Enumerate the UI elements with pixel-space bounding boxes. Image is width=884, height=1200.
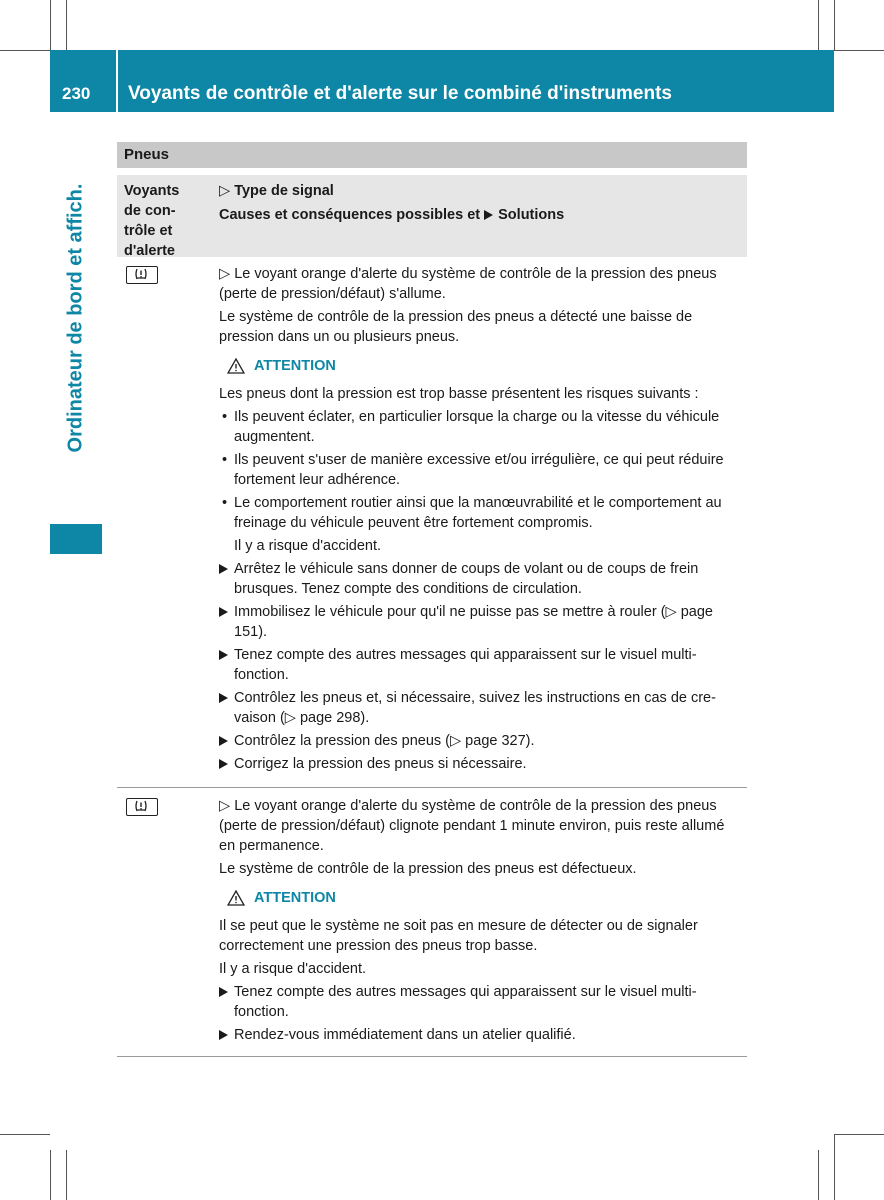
causes-label: Causes et conséquences possibles et (219, 207, 481, 223)
page-title: Voyants de contrôle et d'alerte sur le combiné d'instruments (128, 83, 672, 104)
action-arrow-icon (219, 607, 228, 617)
action-item: Rendez-vous immédiatement dans un atelier qualifié. (219, 1025, 743, 1045)
signal-description: ▷ Le voyant orange d'alerte du système de contrôle de la pression des pneus (perte de pression/défaut) s'allume. (219, 266, 717, 302)
tpms-warning-icon (126, 266, 158, 284)
action-arrow-icon (219, 759, 228, 769)
signal-type-label: Type de signal (234, 183, 334, 199)
hollow-arrow-icon: ▷ (219, 183, 235, 199)
crop-mark (0, 1134, 50, 1135)
crop-mark (834, 0, 835, 50)
header-divider (116, 50, 118, 112)
chapter-tab (50, 118, 102, 518)
action-item: Contrôlez la pression des pneus (▷ page 327). (219, 731, 743, 751)
chapter-label: Ordinateur de bord et affich. (64, 183, 87, 453)
solid-arrow-icon (484, 210, 493, 220)
crop-mark (818, 1150, 819, 1200)
action-item: Tenez compte des autres messages qui apparaissent sur le visuel multi-fonction. (219, 645, 743, 685)
warning-heading: ATTENTION (227, 888, 743, 908)
hollow-arrow-icon: ▷ (219, 798, 235, 814)
hollow-arrow-icon: ▷ (219, 266, 235, 282)
tpms-warning-icon (126, 798, 158, 816)
action-arrow-icon (219, 650, 228, 660)
crop-mark (818, 0, 819, 50)
signal-description: ▷ Le voyant orange d'alerte du système de contrôle de la pression des pneus (perte de pression/défaut) clignote pendant 1 minute environ, puis reste allumé en permanence. (219, 798, 725, 854)
action-item: Contrôlez les pneus et, si nécessaire, suivez les instructions en cas de cre-vaison (▷ page 298). (219, 688, 743, 728)
crop-mark (66, 1150, 67, 1200)
warning-heading: ATTENTION (227, 356, 743, 376)
action-arrow-icon (219, 987, 228, 997)
crop-mark (834, 50, 884, 51)
crop-mark (834, 1134, 835, 1200)
crop-mark (50, 1150, 51, 1200)
warning-text: Les pneus dont la pression est trop basse présentent les risques suivants : (219, 386, 699, 402)
list-item: • Ils peuvent éclater, en particulier lorsque la charge ou la vitesse du véhicule augmentent. (222, 409, 720, 445)
crop-mark (0, 50, 50, 51)
list-item: • Ils peuvent s'user de manière excessive et/ou irrégulière, ce qui peut réduire fortement leur adhérence. (222, 452, 724, 488)
list-item: • Le comportement routier ainsi que la manœuvrabilité et le comportement au freinage du véhicule peuvent être fortement compromis. (222, 495, 722, 531)
section-title: Pneus (117, 142, 747, 168)
table-header (117, 175, 747, 257)
page-number: 230 (62, 84, 91, 103)
action-arrow-icon (219, 736, 228, 746)
table-row (117, 788, 747, 1057)
warning-text: Il se peut que le système ne soit pas en mesure de détecter ou de signaler correctement une pression des pneus trop basse. (219, 918, 698, 954)
crop-mark (66, 0, 67, 50)
risk-text: Il y a risque d'accident. (219, 961, 367, 977)
action-item: Corrigez la pression des pneus si nécessaire. (219, 754, 743, 774)
warning-triangle-icon (227, 890, 245, 906)
crop-mark (834, 1134, 884, 1135)
warning-triangle-icon (227, 358, 245, 374)
action-item: Immobilisez le véhicule pour qu'il ne puisse pas se mettre à rouler (▷ page 151). (219, 602, 743, 642)
solutions-label: Solutions (498, 207, 565, 223)
action-arrow-icon (219, 1030, 228, 1040)
cause-text: Le système de contrôle de la pression des pneus a détecté une baisse de pression dans un ou plusieurs pneus. (219, 309, 693, 345)
action-arrow-icon (219, 693, 228, 703)
cause-text: Le système de contrôle de la pression des pneus est défectueux. (219, 861, 637, 877)
risk-text: Il y a risque d'accident. (234, 538, 382, 554)
warning-lamps-table (117, 142, 747, 1057)
action-arrow-icon (219, 564, 228, 574)
chapter-marker (50, 524, 102, 554)
column-header-signal (211, 181, 747, 251)
action-item: Arrêtez le véhicule sans donner de coups de volant ou de coups de frein brusques. Tenez compte des conditions de circulation. (219, 559, 743, 599)
column-header-lamps: Voyants de con- trôle et d'alerte (124, 183, 180, 259)
action-item: Tenez compte des autres messages qui apparaissent sur le visuel multi-fonction. (219, 982, 743, 1022)
table-row (117, 257, 747, 788)
crop-mark (50, 0, 51, 50)
